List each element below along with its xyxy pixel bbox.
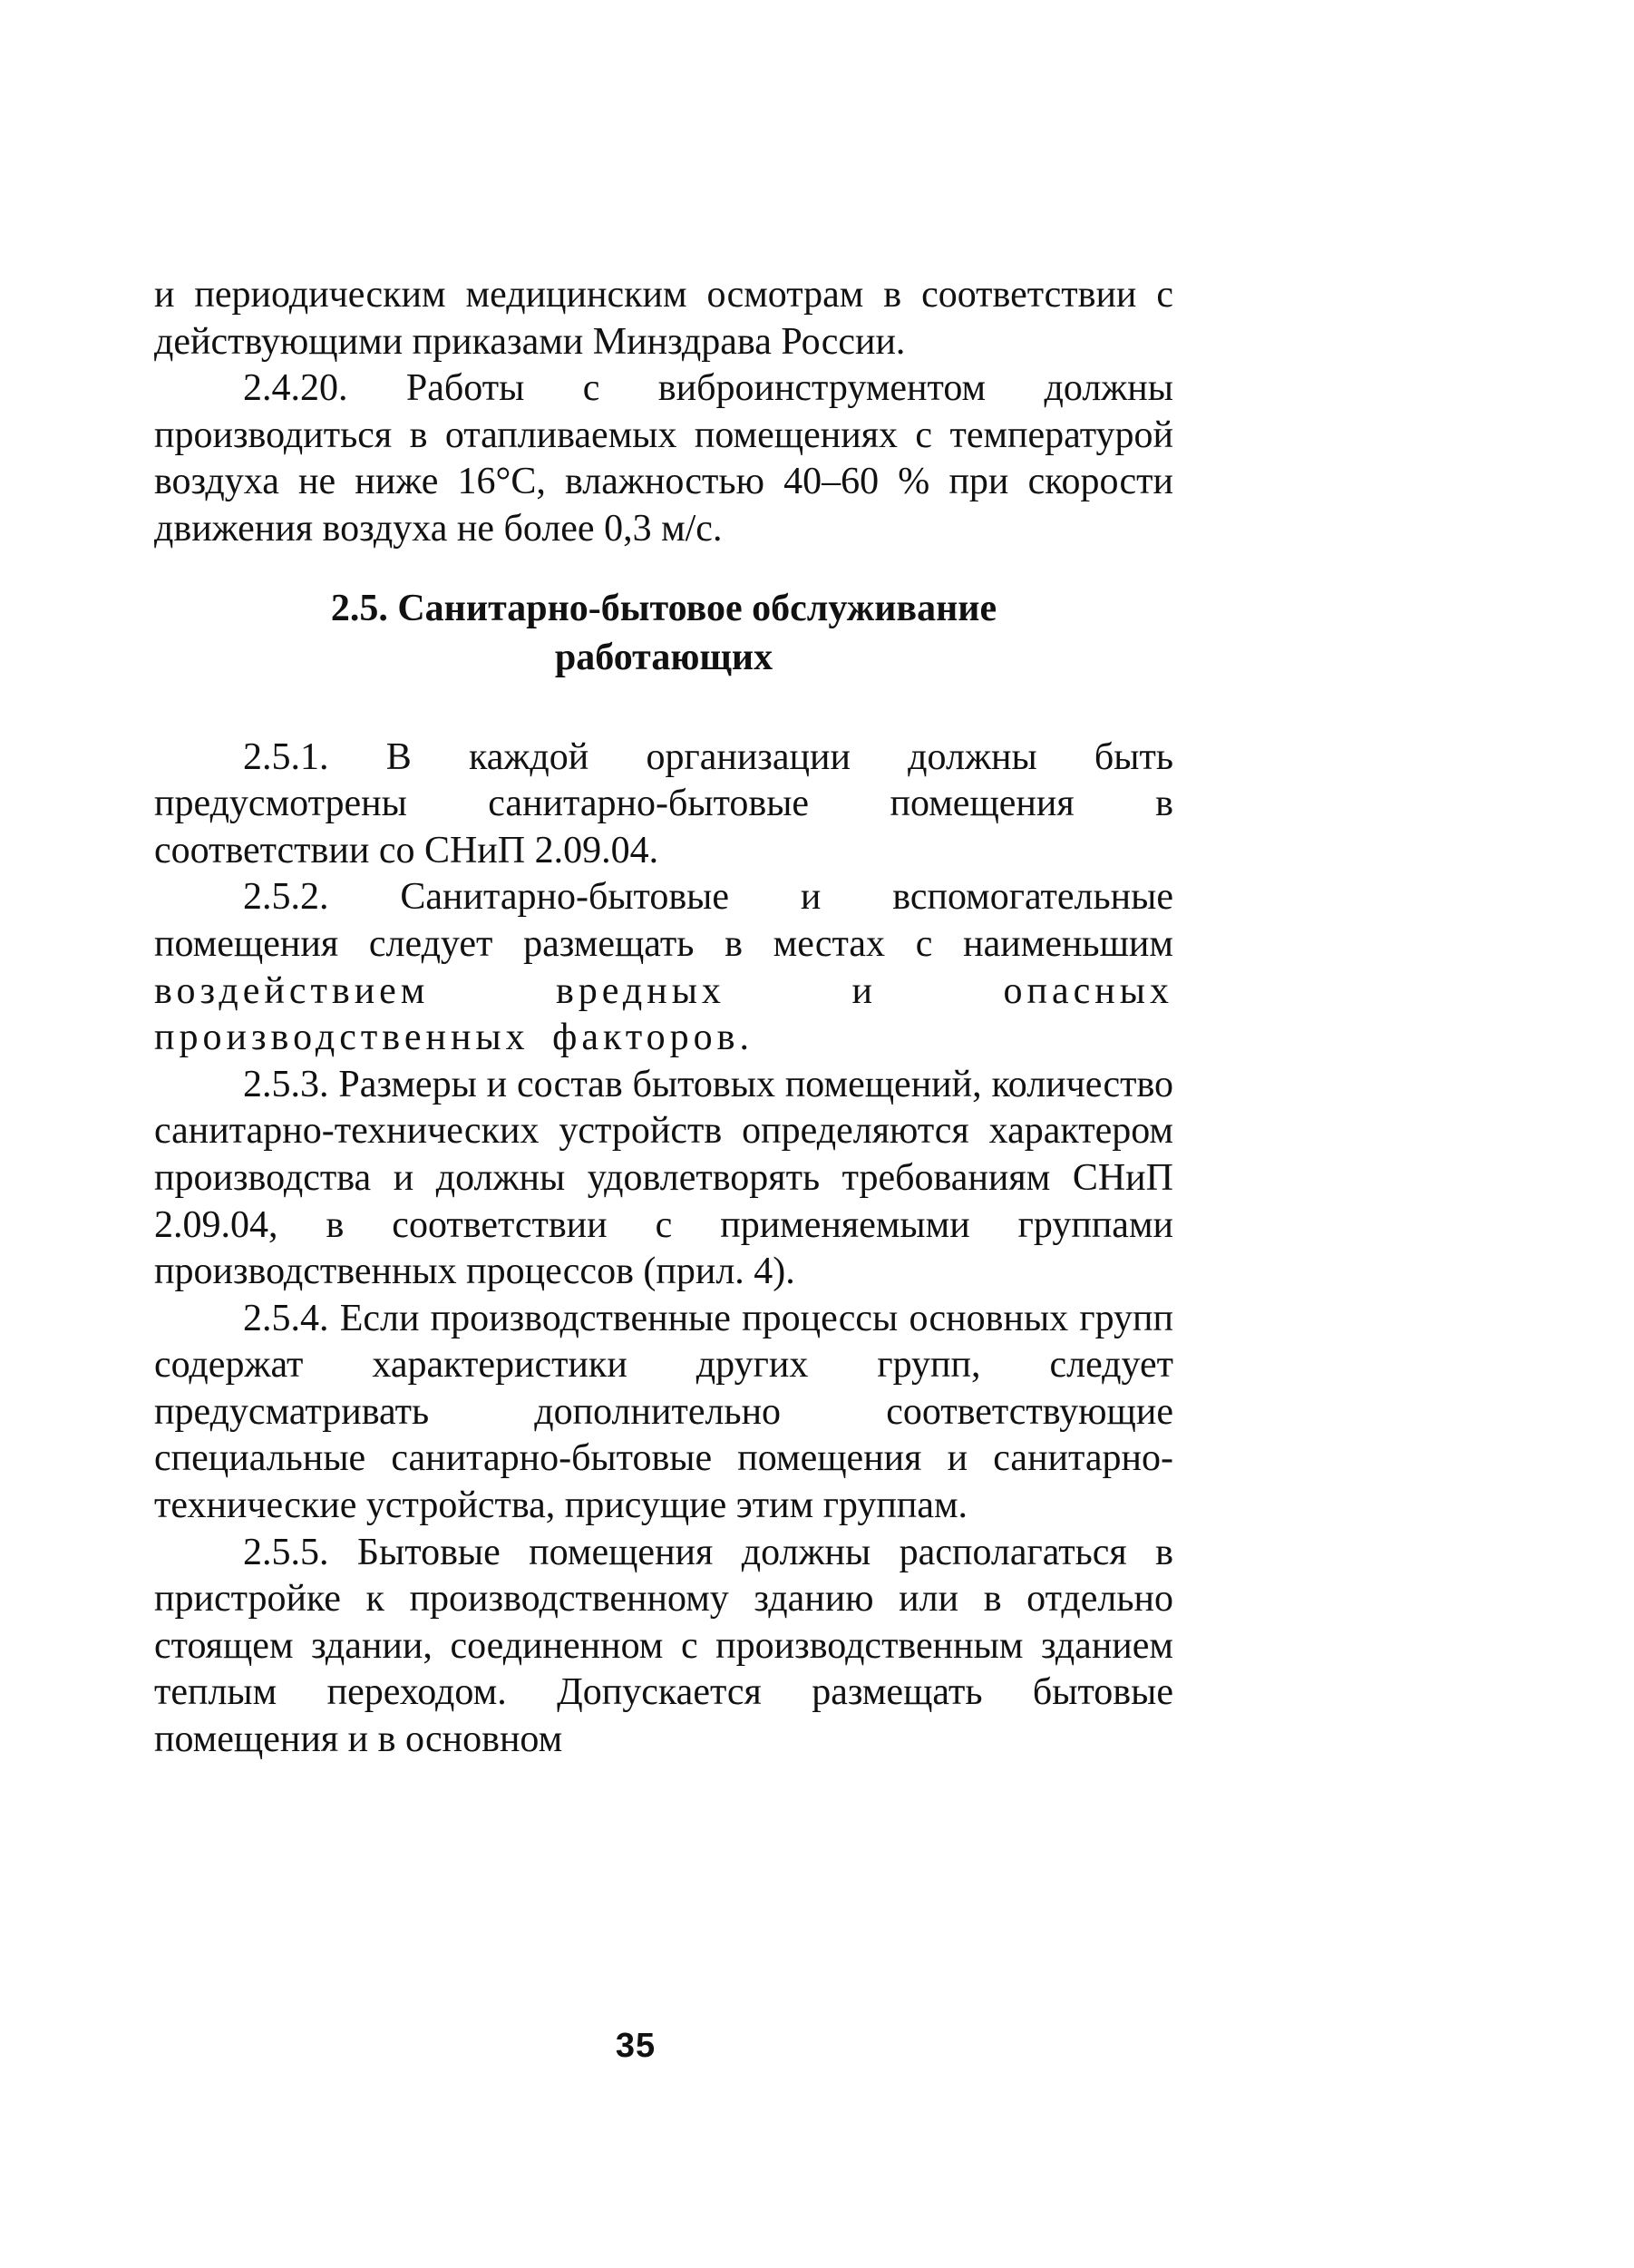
continuation-paragraph: и периодическим медицинским осмотрам в соответствии с действующими приказами Минздрава России. bbox=[154, 274, 1173, 363]
section-heading-line-2: работающих bbox=[554, 636, 773, 678]
paragraph-2-5-3: 2.5.3. Размеры и состав бытовых помещений, количество санитарно-технических устройств определяются характером производства и должны удовлетворять требованиям СНиП 2.09.04, в соответствии с применяемыми группами производственных процессов (прил. 4). bbox=[154, 1063, 1173, 1293]
paragraph-2-5-5: 2.5.5. Бытовые помещения должны располагаться в пристройке к производственному зданию или в отдельно стоящем здании, соединенном с производственным зданием теплым переходом. Допускается размещать бытовые помещения и в основном bbox=[154, 1531, 1173, 1761]
paragraph-2-5-1: 2.5.1. В каждой организации должны быть предусмотрены санитарно-бытовые помещения в соответствии со СНиП 2.09.04. bbox=[154, 735, 1173, 871]
section-heading-2-5 bbox=[154, 584, 1173, 682]
paragraph-2-5-2-spaced-text: воздействием вредных и опасных производственных факторов. bbox=[154, 969, 1173, 1059]
paragraph-2-5-4: 2.5.4. Если производственные процессы основных групп содержат характеристики других групп, следует предусматривать дополнительно соответствующие специальные санитарно-бытовые помещения и санитарно-технические устройства, присущие этим группам. bbox=[154, 1297, 1173, 1527]
document-page bbox=[154, 272, 1173, 1764]
paragraph-2-4-20: 2.4.20. Работы с виброинструментом должны производиться в отапливаемых помещениях с температурой воздуха не ниже 16°С, влажностью 40–60 % при скорости движения воздуха не более 0,3 м/с. bbox=[154, 367, 1173, 550]
section-heading-line-1: 2.5. Санитарно-бытовое обслуживание bbox=[330, 587, 997, 629]
paragraph-2-5-2 bbox=[154, 874, 1173, 1061]
page-number: 35 bbox=[615, 2027, 657, 2065]
paragraph-2-5-2-text: 2.5.2. Санитарно-бытовые и вспомогательные помещения следует размещать в местах с наименьшим bbox=[154, 876, 1173, 965]
